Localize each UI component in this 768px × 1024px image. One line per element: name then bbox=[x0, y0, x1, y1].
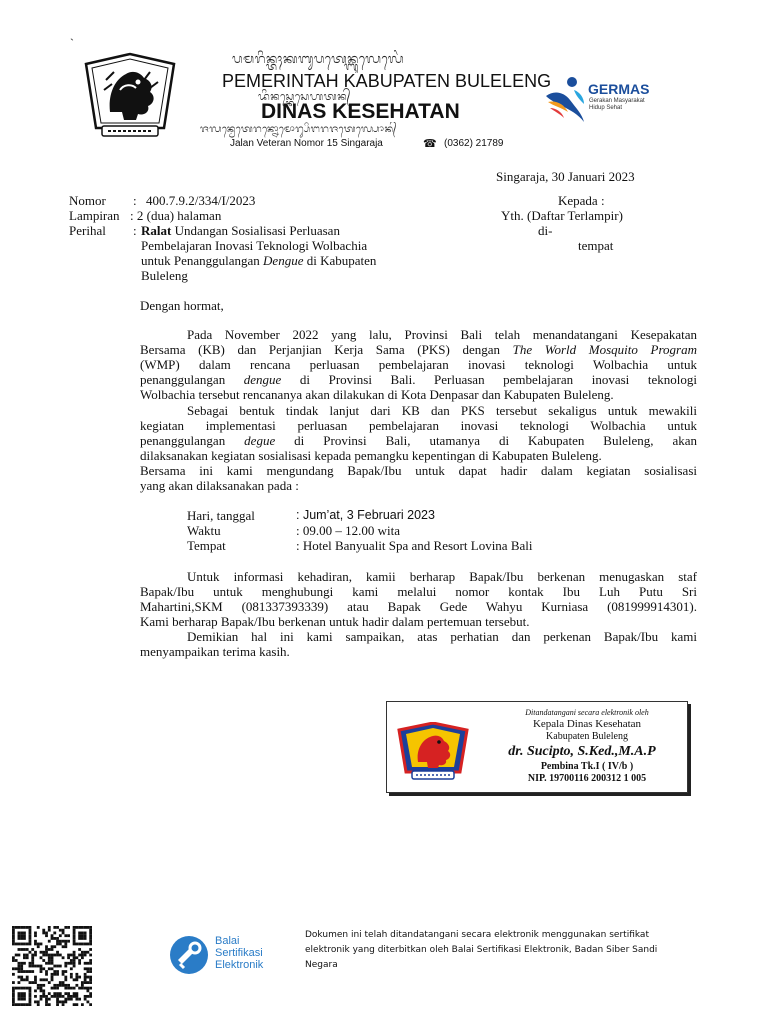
p1-line-1: Pada November 2022 yang lalu, Provinsi Bali telah menandatangani Kesepakatan bbox=[187, 327, 697, 342]
event-time-value: : 09.00 – 12.00 wita bbox=[296, 523, 400, 538]
p3-line-4: Kami berharap Bapak/Ibu berkenan untuk hadir dalam pertemuan tersebut. bbox=[140, 614, 530, 629]
bsre-name-line-2: Sertifikasi bbox=[215, 947, 263, 959]
p2-line-6: yang akan dilaksanakan pada : bbox=[140, 478, 299, 493]
p2-line-4: dilaksanakan kegiatan sosialisasi kepada pemangku kepentingan di Kabupaten Buleleng. bbox=[140, 448, 602, 463]
kepada-label: Kepada : bbox=[558, 193, 605, 208]
p3-line-3: Mahartini,SKM (081337393339) atau Bapak Gede Wahyu Kurniasa (081999914301). bbox=[140, 599, 697, 614]
event-place-value: : Hotel Banyualit Spa and Resort Lovina Bali bbox=[296, 538, 533, 553]
signer-nip: NIP. 19700116 200312 1 005 bbox=[527, 773, 647, 784]
germas-tagline-2: Hidup Sehat bbox=[589, 105, 623, 111]
perihal-label: Perihal bbox=[69, 223, 106, 238]
p2-line-3 bbox=[140, 433, 697, 448]
germas-logo-icon bbox=[544, 74, 586, 124]
office-address: Jalan Veteran Nomor 15 Singaraja bbox=[230, 138, 383, 149]
lampiran-value: : 2 (dua) halaman bbox=[130, 208, 222, 223]
balinese-script-address: ᬚᬮᬦ᭄ᬯᬾᬢᬾᬭᬦ᭄ᬦᭀᬫᭀᬭ᭄ᬲᬶᬗᬭᬚᬢᬾᬮ᭄ᬧᭀᬦ᭄ bbox=[200, 124, 397, 135]
nomor-colon: : bbox=[133, 193, 137, 208]
recipient-place: tempat bbox=[578, 238, 614, 253]
p1-dengue: dengue bbox=[243, 372, 282, 387]
p2-line-2: kegiatan implementasi perluasan pembelajaran inovasi teknologi Wolbachia untuk bbox=[140, 418, 697, 433]
perihal-line-1 bbox=[141, 223, 340, 238]
buleleng-crest-icon bbox=[80, 50, 180, 142]
event-time-label: Waktu bbox=[187, 523, 221, 538]
office-phone: (0362) 21789 bbox=[444, 138, 504, 149]
nomor-label: Nomor bbox=[69, 193, 106, 208]
perihal-bold: Ralat bbox=[141, 223, 172, 238]
germas-title: GERMAS bbox=[588, 81, 650, 97]
qr-code-icon bbox=[12, 926, 92, 1006]
footer-note-line-3: Negara bbox=[305, 960, 338, 970]
p1-wmp: The World Mosquito Program bbox=[512, 342, 697, 357]
lampiran-label: Lampiran bbox=[69, 208, 120, 223]
germas-tagline: Gerakan Masyarakat bbox=[589, 98, 645, 104]
balinese-script-department: ᬤᬶᬦᬲ᭄ᬓᬾᬲᬾᬳᬢᬦ᭄ bbox=[258, 90, 352, 103]
perihal-line-3b: di Kabupaten bbox=[303, 253, 377, 268]
bsre-logo-icon bbox=[168, 934, 210, 976]
p4-line-2: menyampaikan terima kasih. bbox=[140, 644, 290, 659]
signer-agency: Kabupaten Buleleng bbox=[546, 731, 628, 742]
p4-line-1: Demikian hal ini kami sampaikan, atas perhatian dan perkenan Bapak/Ibu kami bbox=[187, 629, 697, 644]
p1-line-4 bbox=[140, 372, 697, 387]
p2-line-3b: di Provinsi Bali, utamanya di Kabupaten Buleleng, akan bbox=[275, 433, 697, 448]
paragraph-4 bbox=[140, 629, 697, 659]
signer-rank: Pembina Tk.I ( IV/b ) bbox=[540, 761, 634, 772]
footer-note-line-1: Dokumen ini telah ditandatangani secara elektronik menggunakan sertifikat bbox=[305, 930, 649, 940]
paragraph-1 bbox=[140, 327, 697, 402]
perihal-line-3a: untuk Penanggulangan bbox=[141, 253, 264, 268]
p2-degue: degue bbox=[244, 433, 276, 448]
event-day-value: : Jum’at, 3 Februari 2023 bbox=[296, 508, 435, 522]
p2-line-3a: penanggulangan bbox=[140, 433, 245, 448]
p1-line-3: (WMP) dalam rencana perluasan pembelajaran inovasi teknologi Wolbachia untuk bbox=[140, 357, 697, 372]
government-title: PEMERINTAH KABUPATEN BULELENG bbox=[222, 71, 552, 91]
p2-line-5: Bersama ini kami mengundang Bapak/Ibu untuk dapat hadir dalam kegiatan sosialisasi bbox=[140, 463, 697, 478]
phone-icon: ☎ bbox=[423, 138, 437, 150]
p1-line-4b: di Provinsi Bali. Perluasan pembelajaran inovasi teknologi bbox=[281, 372, 697, 387]
perihal-line-4: Buleleng bbox=[141, 268, 188, 283]
stray-mark: ` bbox=[70, 36, 74, 50]
perihal-dengue: Dengue bbox=[263, 253, 304, 268]
recipient: Yth. (Daftar Terlampir) bbox=[501, 208, 623, 223]
perihal-line-3 bbox=[141, 253, 376, 268]
bsre-name-line-1: Balai bbox=[215, 935, 240, 947]
p1-line-5: Wolbachia tersebut rencananya akan dilakukan di Kota Denpasar dan Kabupaten Buleleng. bbox=[140, 387, 614, 402]
place-date: Singaraja, 30 Januari 2023 bbox=[496, 169, 635, 184]
greeting: Dengan hormat, bbox=[140, 298, 224, 313]
recipient-di: di- bbox=[538, 223, 553, 238]
buleleng-crest-icon bbox=[396, 722, 470, 782]
p2-line-1: Sebagai bentuk tindak lanjut dari KB dan PKS tersebut sekaligus untuk mewakili bbox=[187, 403, 697, 418]
p3-line-1: Untuk informasi kehadiran, kamii berharap Bapak/Ibu berkenan menugaskan staf bbox=[187, 569, 697, 584]
balinese-script-heading: ᬧᬫᬭᬶᬦ᭄ᬢᬄᬓᬩᬸᬧᬢᬾᬦ᭄ᬩᬸᬮᬾᬮᬾᬂ bbox=[232, 52, 405, 67]
event-day-label: Hari, tanggal bbox=[187, 508, 255, 523]
bsre-name-line-3: Elektronik bbox=[215, 959, 264, 971]
paragraph-2 bbox=[140, 403, 697, 493]
nomor-value: 400.7.9.2/334/I/2023 bbox=[146, 193, 256, 208]
perihal-colon: : bbox=[133, 223, 137, 238]
signer-name: dr. Sucipto, S.Ked.,M.A.P bbox=[508, 744, 656, 759]
perihal-line-2: Pembelajaran Inovasi Teknologi Wolbachia bbox=[141, 238, 368, 253]
p1-line-2a: Bersama (KB) dan Perjanjian Kerja Sama (PKS) dengan bbox=[140, 342, 513, 357]
event-place-label: Tempat bbox=[187, 538, 226, 553]
perihal-text: Undangan Sosialisasi Perluasan bbox=[171, 223, 340, 238]
p1-line-2 bbox=[140, 342, 697, 357]
signed-electronically-note: Ditandatangani secara elektronik oleh bbox=[525, 708, 649, 717]
department-title: DINAS KESEHATAN bbox=[261, 100, 460, 123]
paragraph-3 bbox=[140, 569, 697, 629]
p1-line-4a: penanggulangan bbox=[140, 372, 244, 387]
signer-position: Kepala Dinas Kesehatan bbox=[532, 718, 642, 730]
footer-note-line-2: elektronik yang diterbitkan oleh Balai Sertifikasi Elektronik, Badan Siber Sandi bbox=[305, 945, 658, 955]
p3-line-2: Bapak/Ibu untuk menghubungi kami melalui nomor kontak Ibu Luh Putu Sri bbox=[140, 584, 697, 599]
